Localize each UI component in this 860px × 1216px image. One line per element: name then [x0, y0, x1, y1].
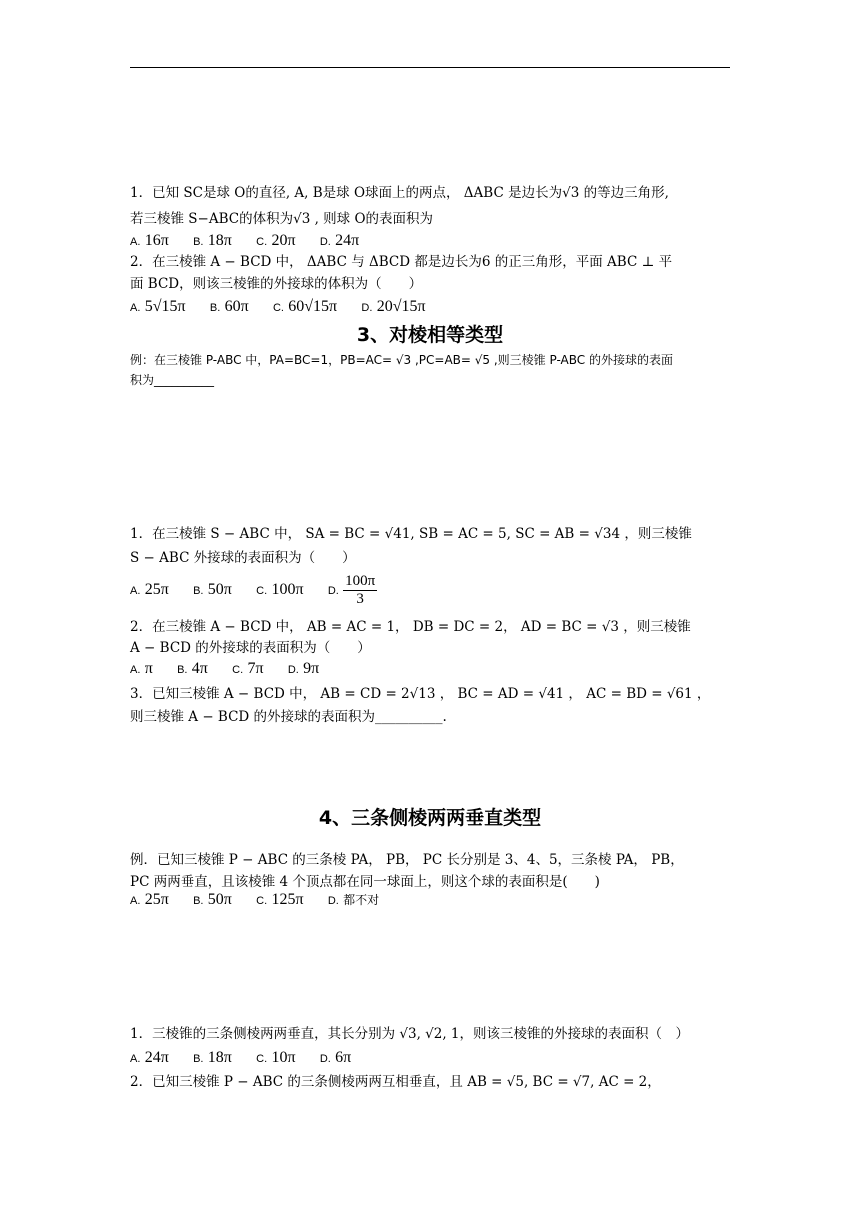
options-row: A. 25π B. 50π C. 125π D. 都不对 — [130, 891, 380, 908]
question-line: A − BCD 的外接球的表面积为（ ） — [130, 640, 371, 656]
question-line: 若三棱锥 S−ABC的体积为√3 , 则球 O的表面积为 — [130, 211, 434, 227]
options-row: A. π B. 4π C. 7π D. 9π — [130, 660, 320, 677]
example-line: PC 两两垂直，且该棱锥 4 个顶点都在同一球面上，则这个球的表面积是( ) — [130, 874, 600, 890]
section-heading: 4、三条侧棱两两垂直类型 — [318, 807, 542, 829]
example-line: 积为__________ — [130, 373, 215, 387]
options-row: A. 24π B. 18π C. 10π D. 6π — [130, 1049, 352, 1066]
example-line: 例．已知三棱锥 P − ABC 的三条棱 PA， PB， PC 长分别是 3、4、5，三条棱 PA， PB， — [130, 852, 684, 868]
section-heading: 3、对棱相等类型 — [356, 324, 504, 346]
header-rule — [130, 67, 730, 68]
question-line: 2．已知三棱锥 P − ABC 的三条侧棱两两互相垂直，且 AB = √5, BC = √7, AC = 2， — [130, 1074, 661, 1090]
example-line: 例：在三棱锥 P-ABC 中，PA=BC=1，PB=AC= √3 ,PC=AB= √5 ,则三棱锥 P-ABC 的外接球的表面 — [130, 353, 673, 367]
options-row: A. 5√15π B. 60π C. 60√15π D. 20√15π — [130, 298, 426, 315]
options-row: A. 16π B. 18π C. 20π D. 24π — [130, 232, 360, 249]
options-row: A. 25π B. 50π C. 100π D. $\frac{100\pi}{3}$ — [130, 573, 376, 607]
question-line: 1．在三棱锥 S − ABC 中， SA = BC = √41, SB = AC = 5, SC = AB = √34 ，则三棱锥 — [130, 526, 692, 542]
question-line: 则三棱锥 A − BCD 的外接球的表面积为__________. — [130, 709, 447, 725]
question-line: 2．在三棱锥 A − BCD 中， AB = AC = 1， DB = DC = 2， AD = BC = √3 ，则三棱锥 — [130, 619, 691, 635]
fraction: $\frac{100\pi}{3}$ — [345, 573, 376, 607]
question-line: 2．在三棱锥 A − BCD 中， ΔABC 与 ΔBCD 都是边长为6 的正三角形，平面 ABC ⊥ 平 — [130, 254, 673, 270]
question-line: S − ABC 外接球的表面积为（ ） — [130, 550, 356, 566]
question-line: 1．三棱锥的三条侧棱两两垂直，其长分别为 √3, √2, 1，则该三棱锥的外接球的表面积（ ） — [130, 1026, 690, 1042]
question-line: 3．已知三棱锥 A − BCD 中， AB = CD = 2√13 ， BC = AD = √41 ， AC = BD = √61 ， — [130, 686, 711, 702]
question-line: 面 BCD，则该三棱锥的外接球的体积为（ ） — [130, 276, 423, 292]
question-line: 1．已知 SC是球 O的直径, A, B是球 O球面上的两点， ΔABC 是边长为√3 的等边三角形, — [130, 185, 669, 201]
